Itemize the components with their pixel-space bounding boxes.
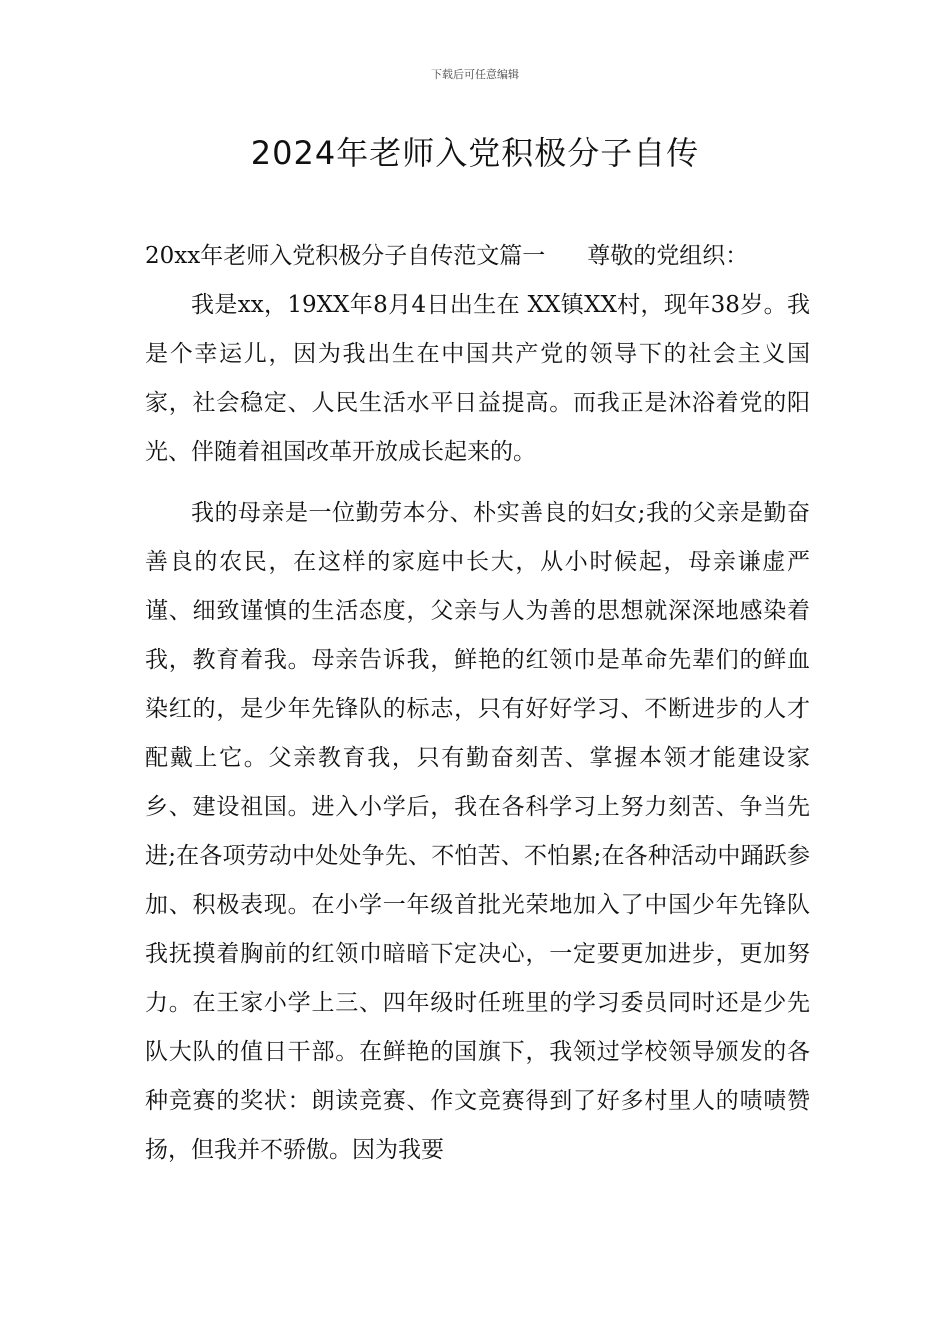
- salutation: 尊敬的党组织：: [587, 243, 749, 269]
- header-note: 下载后可任意编辑: [431, 68, 519, 81]
- intro-heading: 20xx年老师入党积极分子自传范文篇一: [145, 243, 546, 269]
- document-title: 2024年老师入党积极分子自传: [250, 134, 700, 172]
- document-body: [145, 232, 810, 1187]
- intro-line: [145, 232, 810, 281]
- paragraph: 我是xx，19XX年8月4日出生在 XX镇XX村，现年38岁。我是个幸运儿，因为我出生在中国共产党的领导下的社会主义国家，社会稳定、人民生活水平日益提高。而我正是沐浴着党的阳光、伴随着祖国改革开放成长起来的。: [145, 292, 810, 465]
- paragraph: 我的母亲是一位勤劳本分、朴实善良的妇女;我的父亲是勤奋善良的农民，在这样的家庭中长大，从小时候起，母亲谦虚严谨、细致谨慎的生活态度，父亲与人为善的思想就深深地感染着我，教育着我。母亲告诉我，鲜艳的红领巾是革命先辈们的鲜血染红的，是少年先锋队的标志，只有好好学习、不断进步的人才配戴上它。父亲教育我，只有勤奋刻苦、掌握本领才能建设家乡、建设祖国。进入小学后，我在各科学习上努力刻苦、争当先进;在各项劳动中处处争先、不怕苦、不怕累;在各种活动中踊跃参加、积极表现。在小学一年级首批光荣地加入了中国少年先锋队我抚摸着胸前的红领巾暗暗下定决心，一定要更加进步，更加努力。在王家小学上三、四年级时任班里的学习委员同时还是少先队大队的值日干部。在鲜艳的国旗下，我领过学校领导颁发的各种竞赛的奖状：朗读竞赛、作文竞赛得到了好多村里人的啧啧赞扬，但我并不骄傲。因为我要: [145, 500, 810, 1163]
